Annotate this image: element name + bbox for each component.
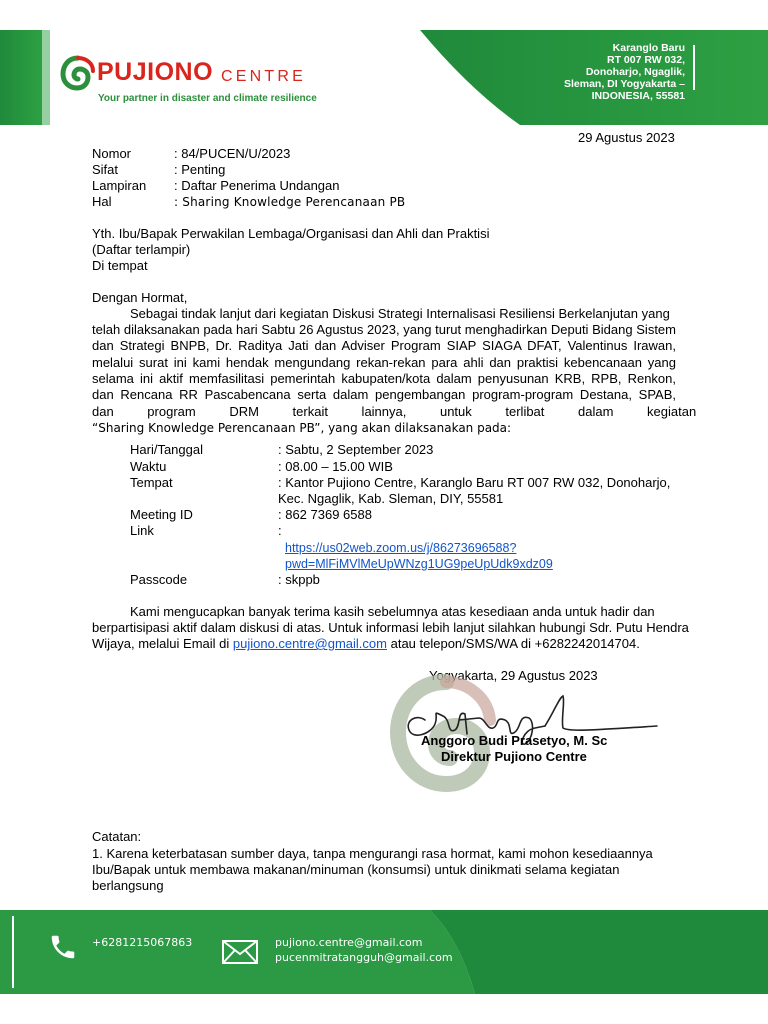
signer-name: Anggoro Budi Prasetyo, M. Sc	[421, 733, 608, 748]
meta-label-hal: Hal	[92, 194, 112, 209]
header-address	[485, 42, 685, 102]
note-line: Ibu/Bapak untuk membawa makanan/minuman (konsumsi) untuk dinikmati selama kegiatan	[92, 862, 620, 877]
address-line: RT 007 RW 032,	[606, 54, 685, 66]
schedule-value-tempat-2: Kec. Ngaglik, Kab. Sleman, DIY, 55581	[278, 491, 504, 506]
closing-line: Kami mengucapkan banyak terima kasih sebelumnya atas kesediaan anda untuk hadir dan	[130, 604, 655, 619]
note-line: 1. Karena keterbatasan sumber daya, tanpa mengurangi rasa hormat, kami mohon kesediaannya	[92, 846, 653, 861]
schedule-value-waktu: : 08.00 – 15.00 WIB	[278, 459, 393, 474]
zoom-link-line-2[interactable]: pwd=MlFiMVlMeUpWNzg1UG9peUpUdk9xdz09	[285, 557, 553, 571]
envelope-icon	[222, 940, 258, 964]
brand-tagline: Your partner in disaster and climate resilience	[98, 93, 317, 104]
schedule-value-hari: : Sabtu, 2 September 2023	[278, 442, 434, 457]
body-line: dan Rencana RR Pascabencana serta dalam pengembangan program-program Destana, SPAB,	[92, 387, 676, 403]
closing-line: berpartisipasi aktif dalam diskusi di atas. Untuk informasi lebih lanjut silahkan hubungi Sdr. Putu Hendra	[92, 620, 689, 635]
schedule-value-passcode: : skppb	[278, 572, 320, 587]
schedule-value-tempat: : Kantor Pujiono Centre, Karanglo Baru RT 007 RW 032, Donoharjo,	[278, 475, 671, 490]
pujiono-logo-icon	[60, 55, 96, 91]
schedule-label-tempat: Tempat	[130, 475, 173, 490]
meta-label-lampiran: Lampiran	[92, 178, 147, 193]
body-paragraph	[92, 322, 676, 403]
note-line: berlangsung	[92, 878, 164, 893]
schedule-label-passcode: Passcode	[130, 572, 188, 587]
schedule-label-meeting: Meeting ID	[130, 507, 193, 522]
signer-title: Direktur Pujiono Centre	[441, 749, 587, 764]
meta-value-sifat: : Penting	[174, 162, 226, 177]
meta-label-nomor: Nomor	[92, 146, 132, 161]
zoom-link-line-1[interactable]: https://us02web.zoom.us/j/86273696588?	[285, 541, 517, 555]
body-line: selama ini aktif memfasilitasi pemerintah kabupaten/kota dalam penyusunan KRB, RPB, Renkon,	[92, 370, 676, 386]
body-line: dan program DRM terkait lainnya, untuk terlibat dalam kegiatan	[92, 404, 697, 419]
letter-date: 29 Agustus 2023	[578, 130, 675, 145]
brand-name: PUJIONO	[97, 58, 214, 86]
body-line: Sebagai tindak lanjut dari kegiatan Diskusi Strategi Internalisasi Resiliensi Berkelanjutan yang	[130, 306, 670, 321]
salutation: Dengan Hormat,	[92, 290, 188, 305]
recipient-line: Yth. Ibu/Bapak Perwakilan Lembaga/Organisasi dan Ahli dan Praktisi	[92, 226, 490, 241]
note-title: Catatan:	[92, 829, 142, 844]
schedule-label-hari: Hari/Tanggal	[130, 442, 203, 457]
contact-email-link[interactable]: pujiono.centre@gmail.com	[232, 636, 387, 651]
footer-phone: +6281215067863	[92, 936, 193, 949]
phone-icon	[48, 932, 78, 962]
closing-line-3	[92, 636, 640, 652]
schedule-label-link: Link	[130, 523, 154, 538]
recipient-line: Di tempat	[92, 258, 148, 273]
sign-place-date: Yogyakarta, 29 Agustus 2023	[429, 668, 598, 683]
address-line: Karanglo Baru	[612, 42, 685, 54]
recipient-line: (Daftar terlampir)	[92, 242, 191, 257]
brand-suffix: CENTRE	[221, 68, 306, 85]
meta-value-nomor: : 84/PUCEN/U/2023	[174, 146, 291, 161]
closing-post: atau telepon/SMS/WA di +6282242014704.	[386, 636, 640, 651]
closing-paragraph	[92, 620, 689, 636]
body-line: melalui surat ini kami hendak mengundang rekan-rekan para ahli dan praktisi kebencanaan yang	[92, 354, 676, 370]
body-line: “Sharing Knowledge Perencanaan PB”, yang akan dilaksanakan pada:	[92, 421, 512, 435]
header-divider	[693, 45, 695, 90]
footer-email-1[interactable]: pujiono.centre@gmail.com	[275, 936, 423, 949]
address-line: Sleman, DI Yogyakarta –	[563, 78, 685, 90]
closing-pre: Wijaya, melalui Email di	[92, 636, 233, 651]
schedule-link-colon: :	[278, 523, 282, 538]
footer-email-2[interactable]: pucenmitratangguh@gmail.com	[275, 951, 453, 964]
address-line: Donoharjo, Ngaglik,	[585, 66, 685, 78]
schedule-label-waktu: Waktu	[130, 459, 167, 474]
meta-value-lampiran: : Daftar Penerima Undangan	[174, 178, 340, 193]
meta-label-sifat: Sifat	[92, 162, 119, 177]
meta-value-hal: : Sharing Knowledge Perencanaan PB	[174, 195, 406, 209]
address-line: INDONESIA, 55581	[591, 90, 685, 102]
schedule-value-meeting: : 862 7369 6588	[278, 507, 372, 522]
body-line: telah dilaksanakan pada hari Sabtu 26 Agustus 2023, yang turut menghadirkan Deputi Bidang Sistem	[92, 322, 676, 337]
body-line: dan Strategi BNPB, Dr. Raditya Jati dan Adviser Program SIAP SIAGA DFAT, Valentinus Irawan,	[92, 338, 676, 354]
